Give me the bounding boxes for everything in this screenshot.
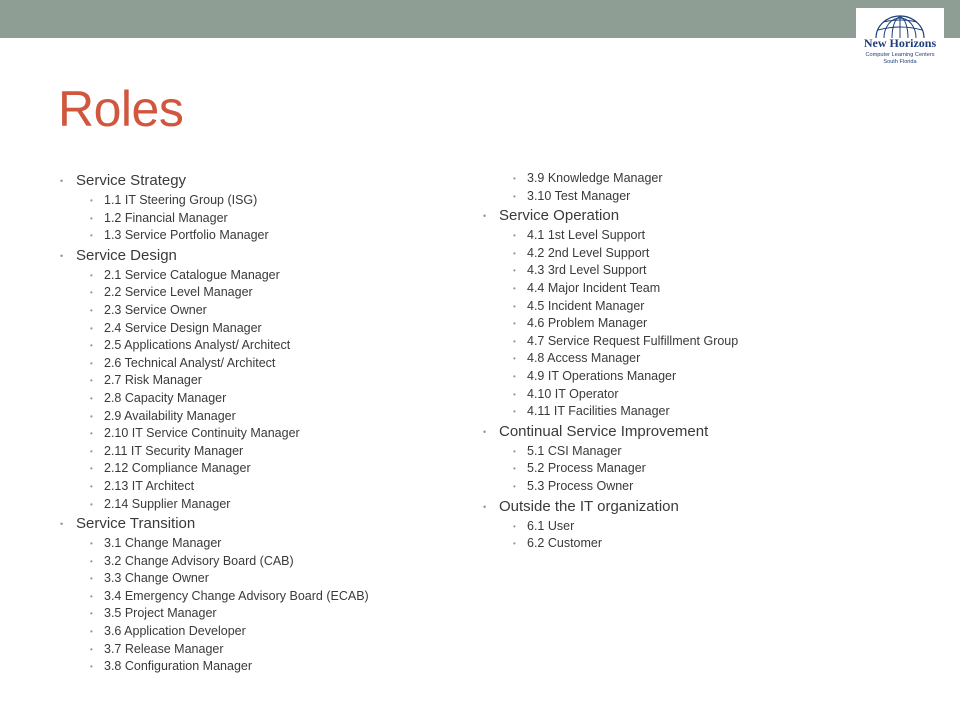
list-item: • 4.10 IT Operator xyxy=(483,386,883,404)
list-item: • 2.14 Supplier Manager xyxy=(60,496,460,514)
list-item: • 6.2 Customer xyxy=(483,535,883,553)
list-item: • 3.5 Project Manager xyxy=(60,605,460,623)
list-item: • 2.12 Compliance Manager xyxy=(60,460,460,478)
list-item: • 2.1 Service Catalogue Manager xyxy=(60,267,460,285)
list-item: • 2.13 IT Architect xyxy=(60,478,460,496)
list-item: • 4.6 Problem Manager xyxy=(483,315,883,333)
section-heading: • Service Strategy xyxy=(60,170,460,192)
list-item: • 2.11 IT Security Manager xyxy=(60,443,460,461)
list-item: • 4.1 1st Level Support xyxy=(483,227,883,245)
list-item: • 2.4 Service Design Manager xyxy=(60,320,460,338)
list-item: • 3.1 Change Manager xyxy=(60,535,460,553)
list-item: • 2.3 Service Owner xyxy=(60,302,460,320)
list-item: • 2.2 Service Level Manager xyxy=(60,284,460,302)
list-item: • 4.11 IT Facilities Manager xyxy=(483,403,883,421)
list-item: • 4.9 IT Operations Manager xyxy=(483,368,883,386)
list-item: • 4.5 Incident Manager xyxy=(483,298,883,316)
top-band xyxy=(0,0,960,38)
logo-brand: New Horizons xyxy=(863,36,937,50)
list-item: • 4.4 Major Incident Team xyxy=(483,280,883,298)
right-column xyxy=(483,170,883,553)
section-heading: • Outside the IT organization xyxy=(483,496,883,518)
section-heading: • Service Operation xyxy=(483,205,883,227)
list-item: • 3.7 Release Manager xyxy=(60,641,460,659)
section-heading: • Continual Service Improvement xyxy=(483,421,883,443)
new-horizons-logo xyxy=(856,8,944,68)
list-item: • 2.7 Risk Manager xyxy=(60,372,460,390)
list-item: • 5.3 Process Owner xyxy=(483,478,883,496)
logo-line1: Computer Learning Centers xyxy=(865,52,935,58)
list-item: • 1.3 Service Portfolio Manager xyxy=(60,227,460,245)
list-item: • 2.6 Technical Analyst/ Architect xyxy=(60,355,460,373)
list-item: • 2.8 Capacity Manager xyxy=(60,390,460,408)
list-item: • 3.3 Change Owner xyxy=(60,570,460,588)
globe-logo-icon xyxy=(856,8,944,68)
list-item: • 6.1 User xyxy=(483,518,883,536)
slide-title: Roles xyxy=(58,81,184,137)
section-heading: • Service Design xyxy=(60,245,460,267)
section-heading: • Service Transition xyxy=(60,513,460,535)
list-item: • 3.9 Knowledge Manager xyxy=(483,170,883,188)
list-item: • 3.4 Emergency Change Advisory Board (ECAB) xyxy=(60,588,460,606)
list-item: • 2.9 Availability Manager xyxy=(60,408,460,426)
logo-line2: South Florida xyxy=(883,59,917,65)
left-column xyxy=(60,170,460,676)
list-item: • 2.10 IT Service Continuity Manager xyxy=(60,425,460,443)
list-item: • 4.8 Access Manager xyxy=(483,350,883,368)
list-item: • 1.1 IT Steering Group (ISG) xyxy=(60,192,460,210)
list-item: • 3.6 Application Developer xyxy=(60,623,460,641)
list-item: • 2.5 Applications Analyst/ Architect xyxy=(60,337,460,355)
list-item: • 3.8 Configuration Manager xyxy=(60,658,460,676)
list-item: • 5.1 CSI Manager xyxy=(483,443,883,461)
list-item: • 3.10 Test Manager xyxy=(483,188,883,206)
list-item: • 4.2 2nd Level Support xyxy=(483,245,883,263)
list-item: • 5.2 Process Manager xyxy=(483,460,883,478)
list-item: • 4.3 3rd Level Support xyxy=(483,262,883,280)
list-item: • 3.2 Change Advisory Board (CAB) xyxy=(60,553,460,571)
list-item: • 4.7 Service Request Fulfillment Group xyxy=(483,333,883,351)
list-item: • 1.2 Financial Manager xyxy=(60,210,460,228)
